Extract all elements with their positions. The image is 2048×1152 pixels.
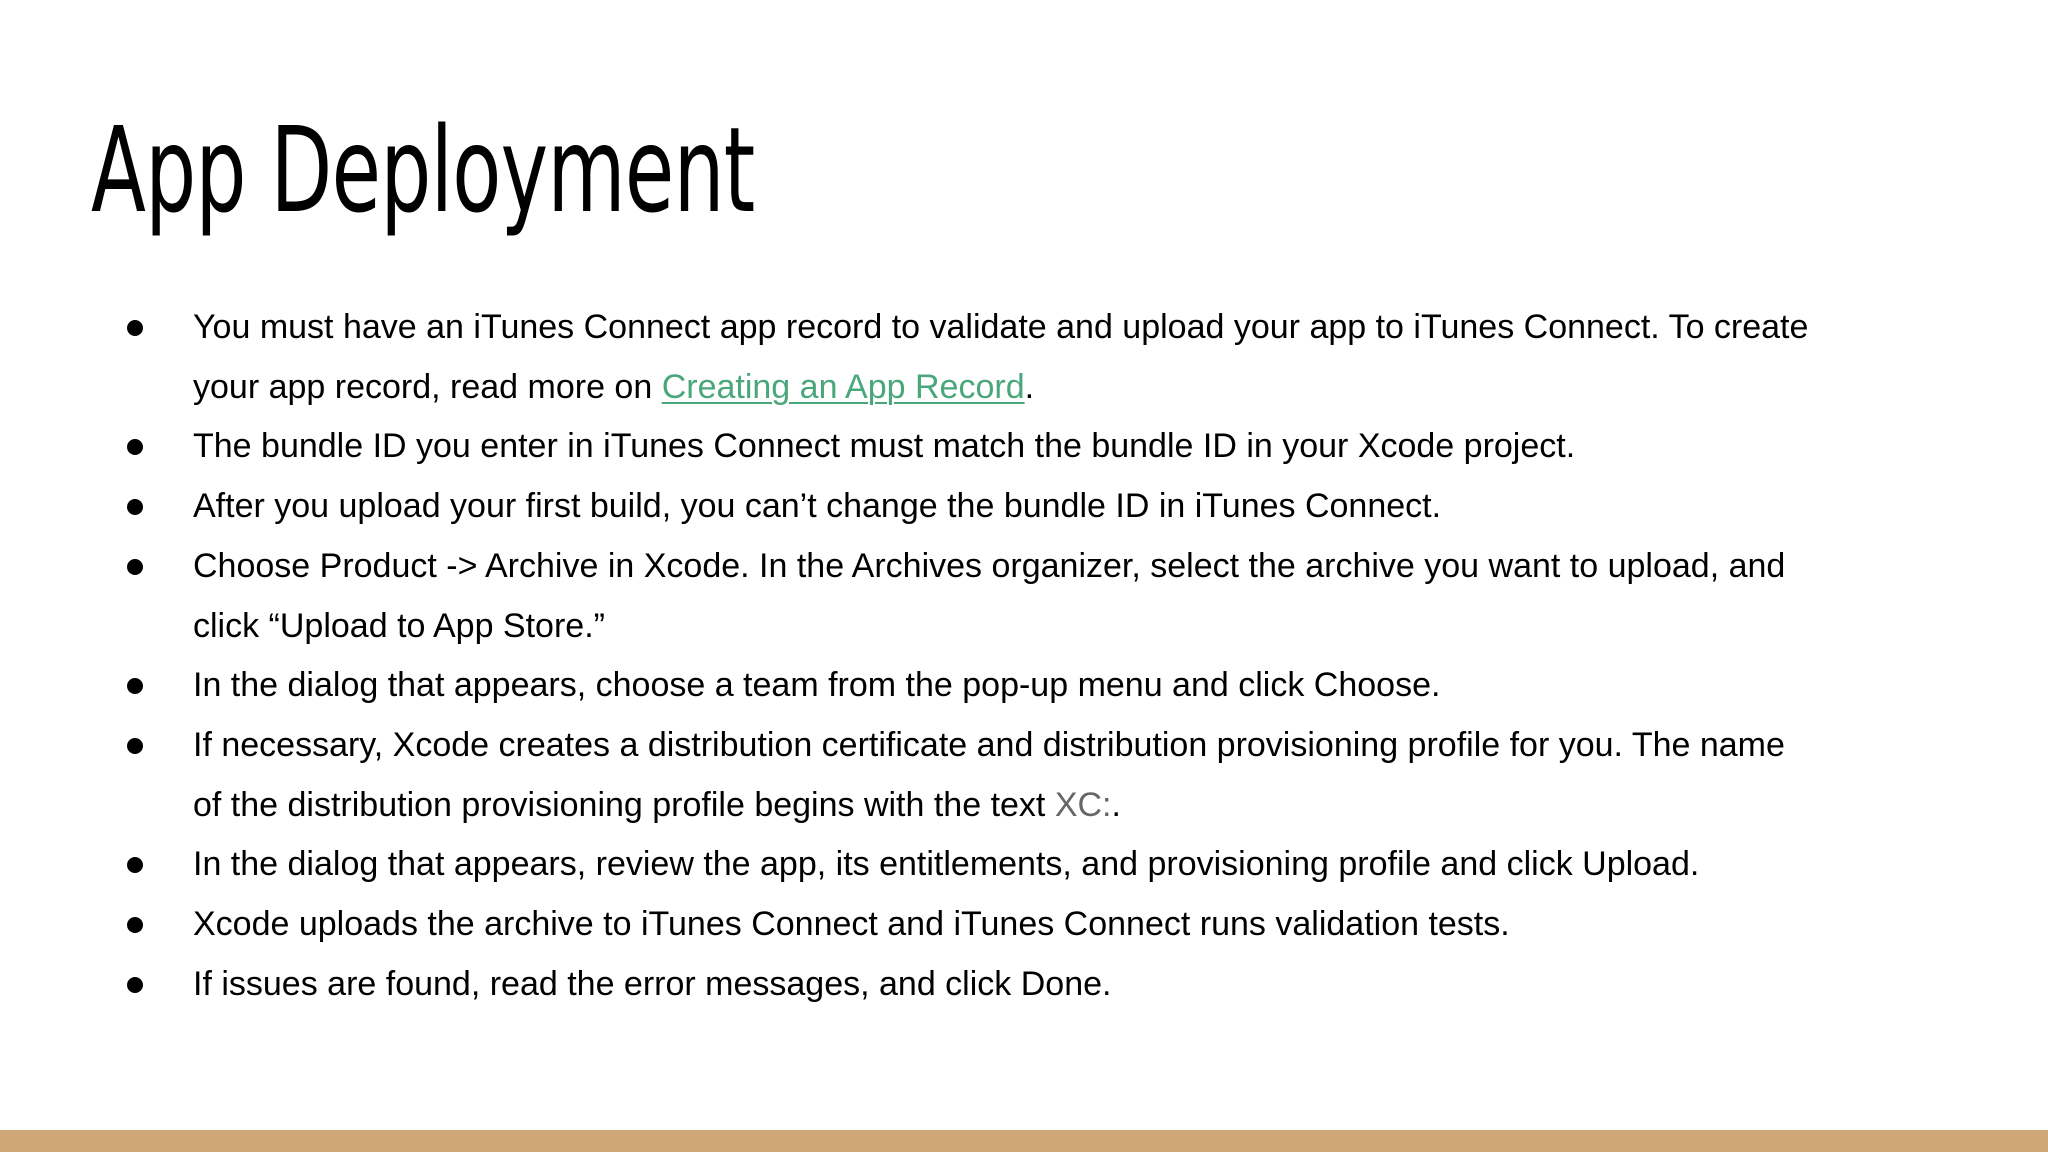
bullet-line: You must have an iTunes Connect app record to validate and upload your app to iTunes Connect. To create [193,308,1809,346]
bullet-text: your app record, read more on [193,367,662,406]
bullet-line: In the dialog that appears, choose a team from the pop-up menu and click Choose. [193,666,1441,705]
bullet-line: The bundle ID you enter in iTunes Connect must match the bundle ID in your Xcode project. [193,427,1576,466]
bullet-icon [125,417,145,477]
bullet-line: After you upload your first build, you can’t change the bundle ID in iTunes Connect. [193,487,1442,526]
bullet-icon [125,955,145,1015]
bullet-text: of the distribution provisioning profile begins with the text [193,785,1055,824]
bullet-line: Xcode uploads the archive to iTunes Connect and iTunes Connect runs validation tests. [193,905,1510,944]
bullet-item [0,955,1755,1015]
bullet-list [0,298,2048,1014]
bullet-item [0,656,1755,716]
footer-bar [0,1130,2048,1152]
bullet-icon [125,835,145,895]
bullet-item [0,298,1809,417]
bullet-line: If issues are found, read the error messages, and click Done. [193,964,1112,1003]
bullet-item [0,835,1755,895]
bullet-line: In the dialog that appears, review the app, its entitlements, and provisioning profile and click Upload. [193,845,1700,884]
bullet-item [0,895,1755,955]
bullet-item [0,417,1755,477]
bullet-icon [125,895,145,955]
bullet-text: . [1111,785,1121,824]
bullet-item [0,537,1786,656]
slide-title: App Deployment [91,101,755,239]
bullet-line [193,776,1755,836]
bullet-line: Choose Product -> Archive in Xcode. In the Archives organizer, select the archive you want to upload, and [193,546,1786,585]
bullet-icon [125,716,145,776]
bullet-item [0,716,1785,835]
bullet-item [0,477,1755,537]
bullet-icon [125,537,145,597]
bullet-icon [125,298,145,358]
bullet-icon [125,477,145,537]
bullet-icon [125,656,145,716]
bullet-line: click “Upload to App Store.” [193,606,605,645]
creating-app-record-link[interactable]: Creating an App Record [661,367,1025,406]
bullet-text: . [1024,367,1035,406]
code-text: XC: [1054,785,1112,824]
bullet-line [193,358,1755,418]
bullet-line: If necessary, Xcode creates a distribution certificate and distribution provisioning profile for you. The name [193,725,1785,764]
